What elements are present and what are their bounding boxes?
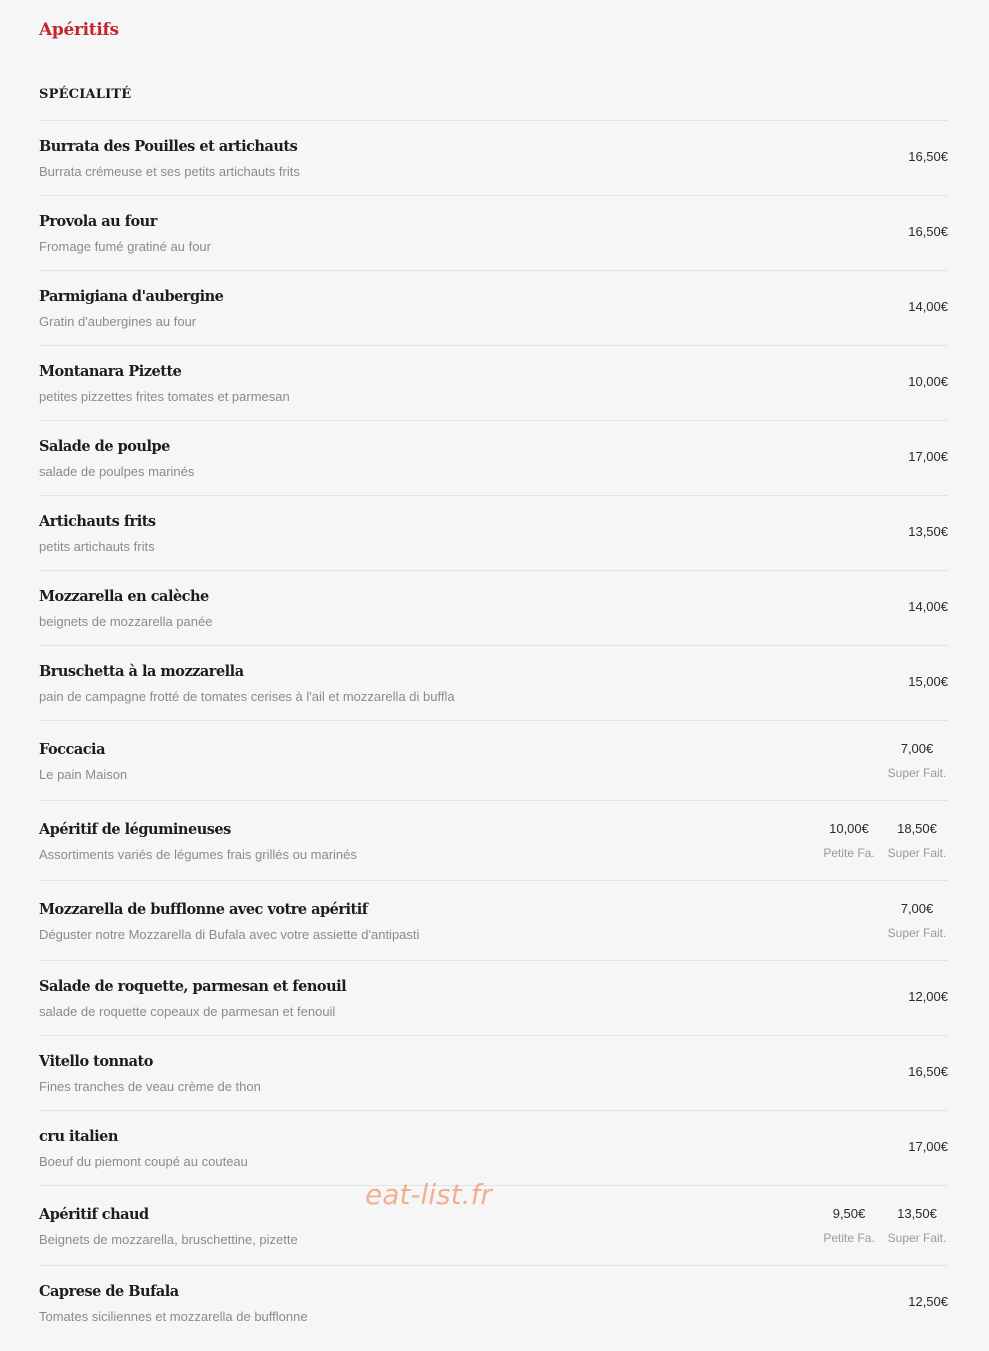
item-price: 7,00€: [900, 741, 934, 756]
price-option-super: [884, 741, 950, 780]
item-name: Foccacia: [39, 741, 105, 758]
item-description: Burrata crémeuse et ses petits artichauts frits: [39, 164, 300, 179]
item-price: 17,00€: [908, 449, 948, 464]
menu-item: [39, 1185, 948, 1265]
item-description: petits artichauts frits: [39, 539, 155, 554]
item-name: Mozzarella de bufflonne avec votre apéritif: [39, 901, 368, 918]
page-title: Apéritifs: [39, 20, 119, 40]
price-size-label: Super Fait.: [887, 926, 947, 940]
item-price: 16,50€: [908, 1064, 948, 1079]
item-description: pain de campagne frotté de tomates cerises à l'ail et mozzarella di buffla: [39, 689, 455, 704]
item-price: 16,50€: [908, 224, 948, 239]
item-name: Salade de poulpe: [39, 438, 170, 455]
item-name: Apéritif chaud: [39, 1206, 149, 1223]
item-description: Fines tranches de veau crème de thon: [39, 1079, 261, 1094]
item-name: Mozzarella en calèche: [39, 588, 209, 605]
menu-item: [39, 960, 948, 1035]
item-description: Déguster notre Mozzarella di Bufala avec votre assiette d'antipasti: [39, 927, 420, 942]
item-name: Vitello tonnato: [39, 1053, 153, 1070]
price-option-super: [884, 901, 950, 940]
menu-item: [39, 1265, 948, 1340]
item-description: Boeuf du piemont coupé au couteau: [39, 1154, 248, 1169]
item-description: Assortiments variés de légumes frais grillés ou marinés: [39, 847, 357, 862]
price-option-petite: [819, 821, 879, 860]
item-price: 12,00€: [908, 989, 948, 1004]
item-description: Le pain Maison: [39, 767, 128, 782]
item-description: Gratin d'aubergines au four: [39, 314, 197, 329]
item-name: Bruschetta à la mozzarella: [39, 663, 244, 680]
item-name: Salade de roquette, parmesan et fenouil: [39, 978, 347, 995]
price-option-super: [884, 821, 950, 860]
menu-item: [39, 880, 948, 960]
item-name: Caprese de Bufala: [39, 1283, 179, 1300]
item-description: Beignets de mozzarella, bruschettine, pizette: [39, 1232, 298, 1247]
menu-item: [39, 645, 948, 720]
item-name: Parmigiana d'aubergine: [39, 288, 224, 305]
menu-item: [39, 120, 948, 195]
item-price: 17,00€: [908, 1139, 948, 1154]
item-name: Apéritif de légumineuses: [39, 821, 231, 838]
menu-item: [39, 270, 948, 345]
menu-item: [39, 1035, 948, 1110]
item-description: salade de roquette copeaux de parmesan et fenouil: [39, 1004, 336, 1019]
item-price: 12,50€: [908, 1294, 948, 1309]
price-size-label: Super Fait.: [887, 1231, 947, 1245]
menu-list: [39, 120, 948, 1340]
watermark: eat-list.fr: [365, 1178, 492, 1211]
item-description: Fromage fumé gratiné au four: [39, 239, 211, 254]
section-title: SPÉCIALITÉ: [39, 87, 132, 102]
price-size-label: Petite Fa.: [823, 1231, 875, 1245]
item-name: Artichauts frits: [39, 513, 156, 530]
price-option-petite: [819, 1206, 879, 1245]
item-price: 10,00€: [829, 821, 869, 836]
item-price: 13,50€: [908, 524, 948, 539]
item-description: petites pizzettes frites tomates et parmesan: [39, 389, 290, 404]
item-price: 9,50€: [832, 1206, 866, 1221]
price-size-label: Super Fait.: [887, 766, 947, 780]
item-description: Tomates siciliennes et mozzarella de bufflonne: [39, 1309, 308, 1324]
price-size-label: Super Fait.: [887, 846, 947, 860]
menu-item: [39, 720, 948, 800]
item-price: 16,50€: [908, 149, 948, 164]
item-price: 7,00€: [900, 901, 934, 916]
item-name: Montanara Pizette: [39, 363, 182, 380]
price-size-label: Petite Fa.: [823, 846, 875, 860]
menu-item: [39, 1110, 948, 1185]
item-name: cru italien: [39, 1128, 118, 1145]
menu-item: [39, 570, 948, 645]
item-price: 13,50€: [897, 1206, 937, 1221]
item-description: beignets de mozzarella panée: [39, 614, 213, 629]
item-name: Provola au four: [39, 213, 157, 230]
menu-item: [39, 800, 948, 880]
price-option-super: [884, 1206, 950, 1245]
item-price: 15,00€: [908, 674, 948, 689]
item-price: 14,00€: [908, 299, 948, 314]
menu-item: [39, 495, 948, 570]
item-price: 14,00€: [908, 599, 948, 614]
item-price: 10,00€: [908, 374, 948, 389]
item-name: Burrata des Pouilles et artichauts: [39, 138, 298, 155]
item-price: 18,50€: [897, 821, 937, 836]
menu-item: [39, 195, 948, 270]
menu-item: [39, 345, 948, 420]
item-description: salade de poulpes marinés: [39, 464, 195, 479]
menu-item: [39, 420, 948, 495]
